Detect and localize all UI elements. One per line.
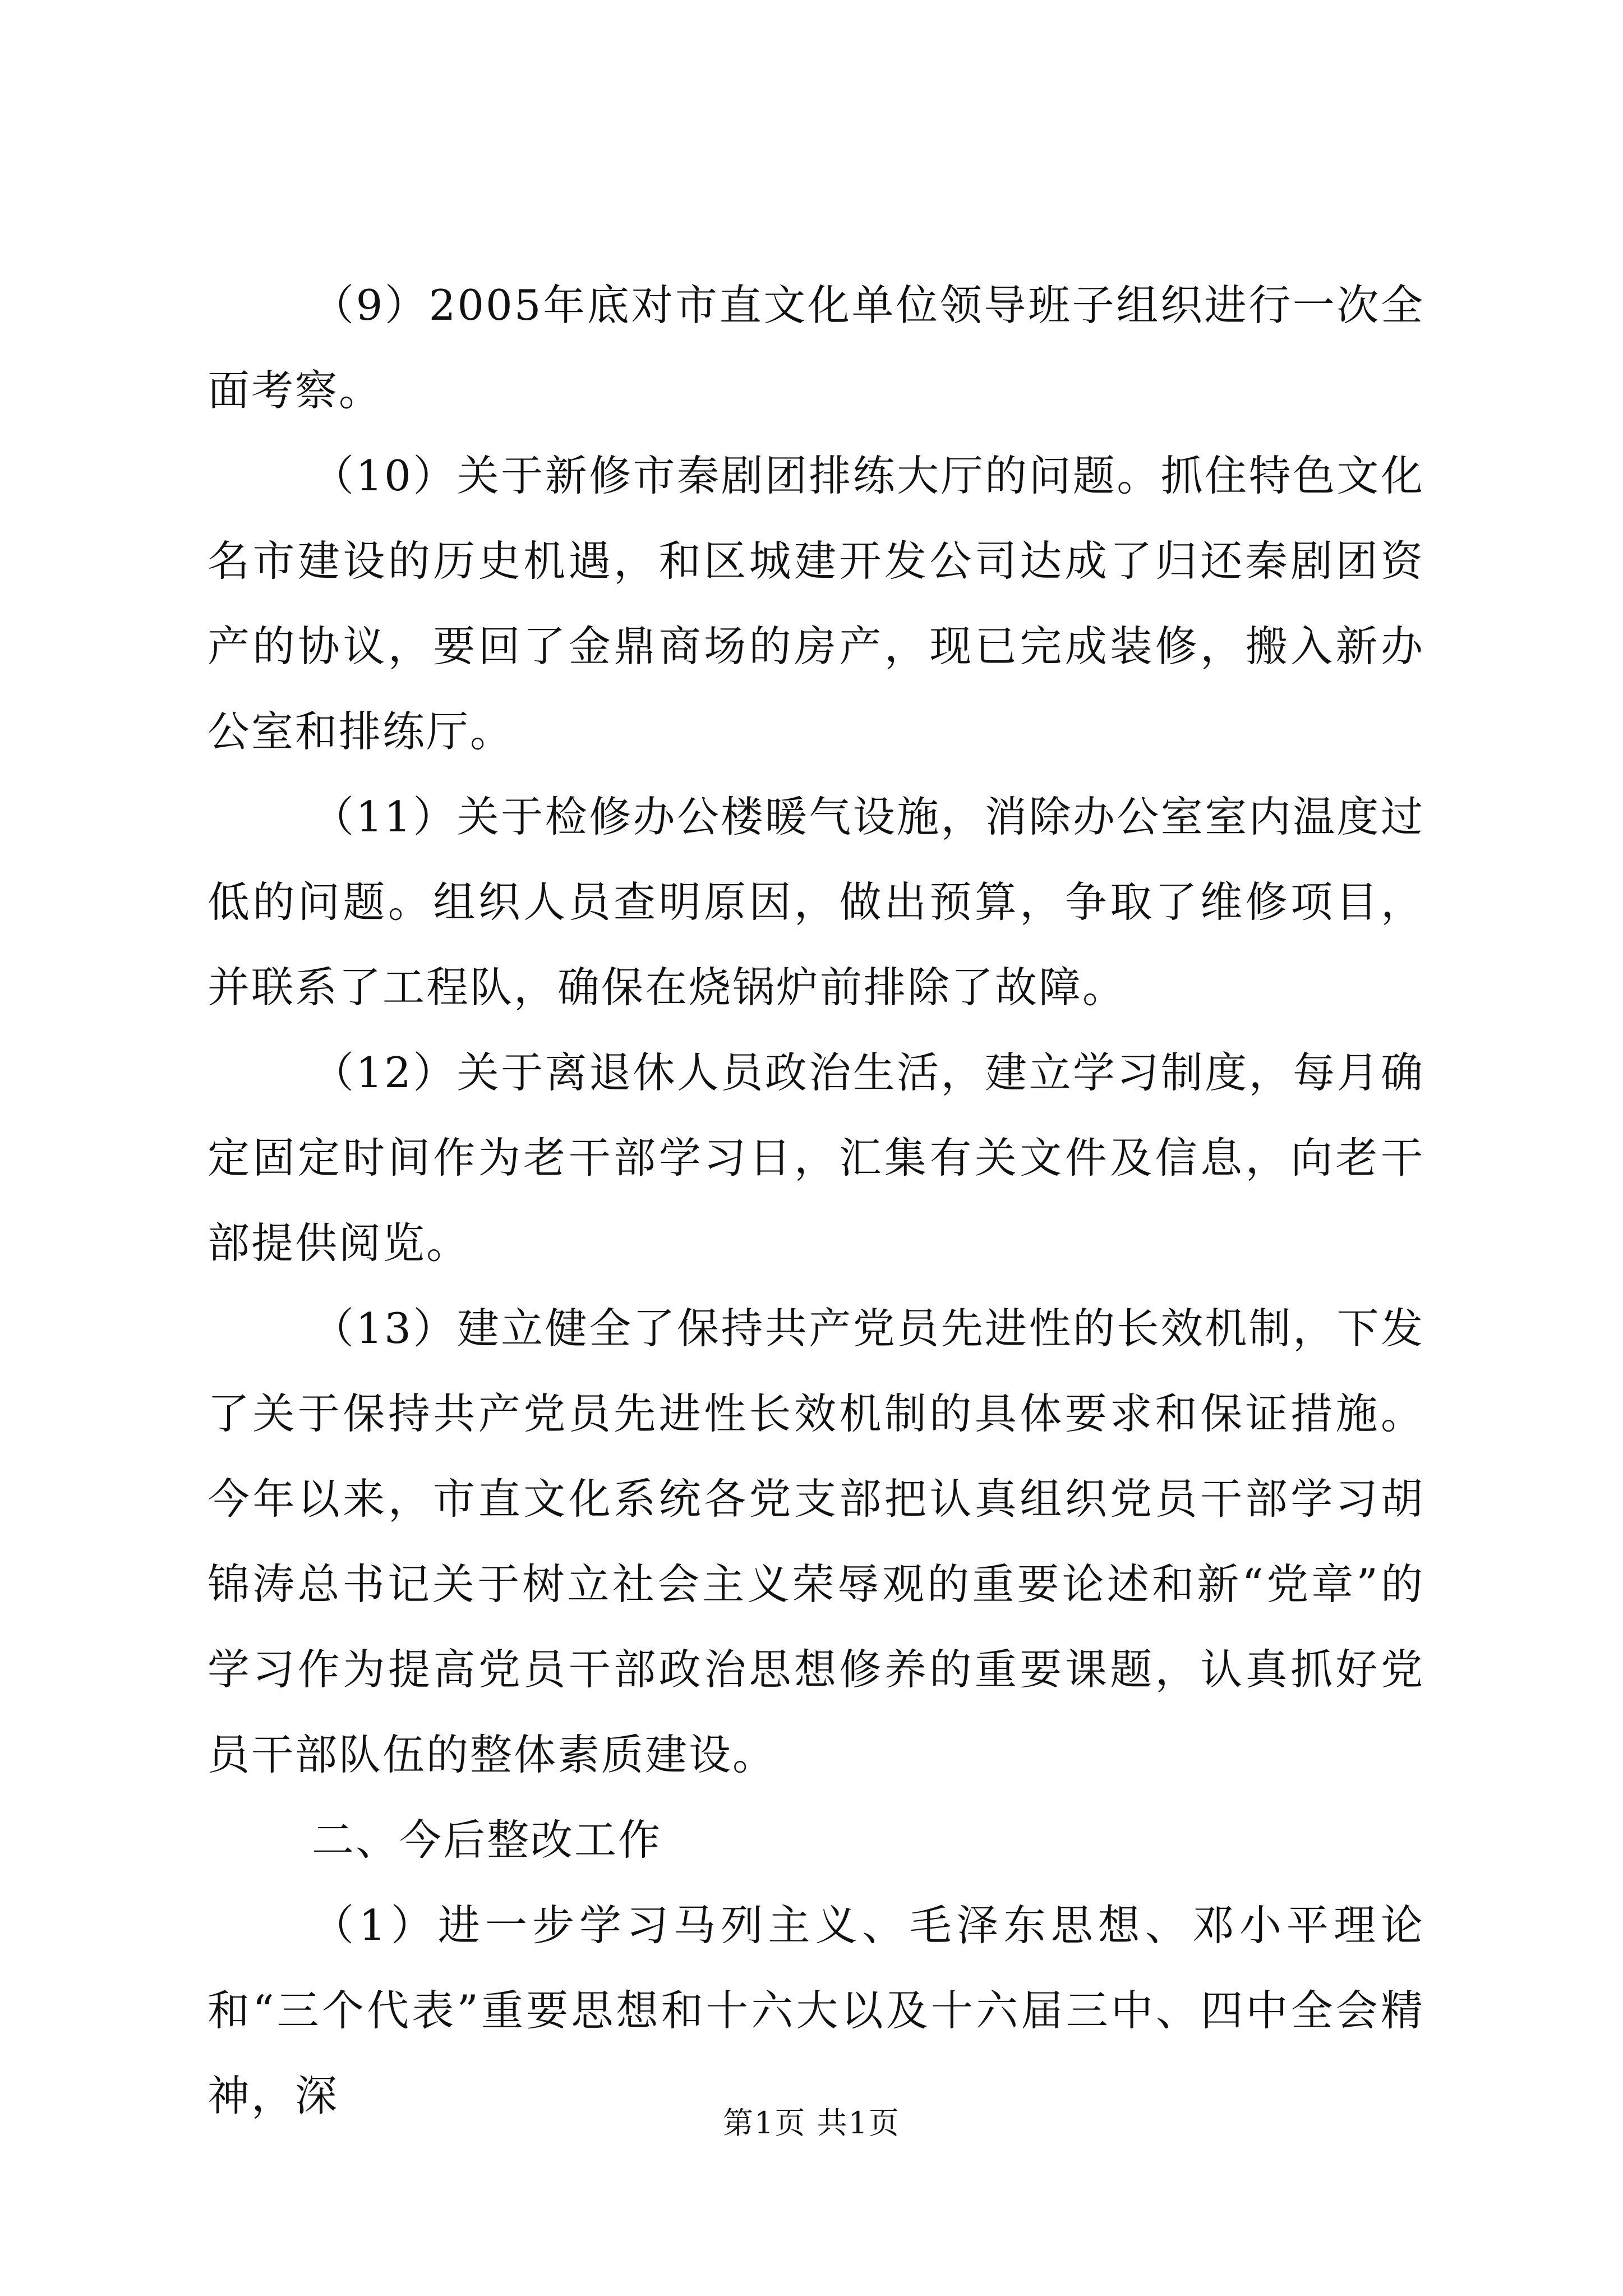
paragraph-item-9: （9）2005年底对市直文化单位领导班子组织进行一次全面考察。: [208, 280, 1424, 415]
paragraph-item-13: （13）建立健全了保持共产党员先进性的长效机制，下发了关于保持共产党员先进性长效机制的具体要求和保证措施。今年以来，市直文化系统各党支部把认真组织党员干部学习胡锦涛总书记关于树立社会主义荣辱观的重要论述和新“党章”的学习作为提高党员干部政治思想修养的重要课题，认真抓好党员干部队伍的整体素质建设。: [208, 1304, 1424, 1779]
paragraph-item-10: （10）关于新修市秦剧团排练大厅的问题。抓住特色文化名市建设的历史机遇，和区城建开发公司达成了归还秦剧团资产的协议，要回了金鼎商场的房产，现已完成装修，搬入新办公室和排练厅。: [208, 451, 1424, 756]
paragraph-item-1: （1）进一步学习马列主义、毛泽东思想、邓小平理论和“三个代表”重要思想和十六大以及十六届三中、四中全会精神，深: [208, 1901, 1424, 2120]
document-body: [208, 263, 1424, 2138]
paragraph-item-12: （12）关于离退休人员政治生活，建立学习制度，每月确定固定时间作为老干部学习日，汇集有关文件及信息，向老干部提供阅览。: [208, 1048, 1424, 1268]
page-number-label: 第1页 共1页: [723, 2105, 900, 2141]
paragraph-item-11: （11）关于检修办公楼暖气设施，消除办公室室内温度过低的问题。组织人员查明原因，做出预算，争取了维修项目，并联系了工程队，确保在烧锅炉前排除了故障。: [208, 792, 1424, 1012]
section-heading: 二、今后整改工作: [312, 1815, 662, 1865]
page-footer: [0, 2104, 1623, 2143]
